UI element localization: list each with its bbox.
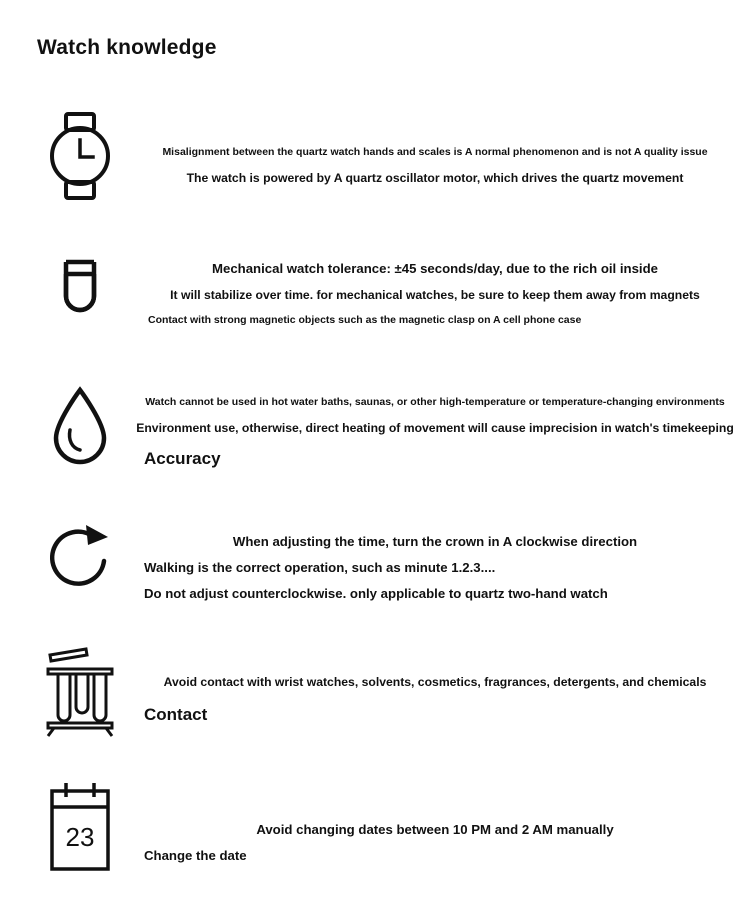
text-line: Change the date — [144, 848, 247, 863]
test-tubes-icon — [34, 645, 126, 737]
magnet-icon — [34, 240, 126, 332]
water-drop-icon — [34, 380, 126, 472]
text-line: The watch is powered by A quartz oscillator motor, which drives the quartz movement — [186, 171, 684, 185]
text-heading: Contact — [144, 705, 208, 724]
calendar-day-number: 23 — [65, 822, 95, 852]
text-line: Environment use, otherwise, direct heating of movement will cause imprecision in watch's timekeeping — [136, 421, 734, 435]
text-line: Watch cannot be used in hot water baths, saunas, or other high-temperature or temperature-changing environments — [145, 396, 725, 408]
section-accuracy-text — [130, 394, 740, 472]
text-line: Walking is the correct operation, such as minute 1.2.3.... — [144, 560, 496, 575]
text-line: Avoid contact with wrist watches, solvents, cosmetics, fragrances, detergents, and chemicals — [163, 675, 707, 689]
section-date-change-text — [130, 819, 740, 866]
section-magnetism-text — [130, 258, 740, 329]
calendar-icon — [34, 785, 126, 877]
watch-icon — [34, 110, 126, 202]
section-quartz-text — [130, 144, 740, 188]
section-contact-text — [130, 673, 740, 728]
text-line: Contact with strong magnetic objects such as the magnetic clasp on A cell phone case — [148, 314, 582, 326]
text-line: It will stabilize over time. for mechanical watches, be sure to keep them away from magnets — [170, 288, 700, 302]
page-title: Watch knowledge — [37, 36, 217, 59]
text-line: Do not adjust counterclockwise. only applicable to quartz two-hand watch — [144, 586, 608, 601]
clockwise-arrow-icon — [34, 515, 126, 607]
section-crown-adjust-text — [130, 531, 740, 604]
text-line: Avoid changing dates between 10 PM and 2 AM manually — [256, 822, 614, 837]
text-line: Misalignment between the quartz watch hands and scales is A normal phenomenon and is not A quality issue — [162, 146, 708, 158]
text-heading: Accuracy — [144, 449, 221, 468]
text-line: Mechanical watch tolerance: ±45 seconds/day, due to the rich oil inside — [212, 261, 658, 276]
text-line: When adjusting the time, turn the crown in A clockwise direction — [232, 534, 638, 549]
